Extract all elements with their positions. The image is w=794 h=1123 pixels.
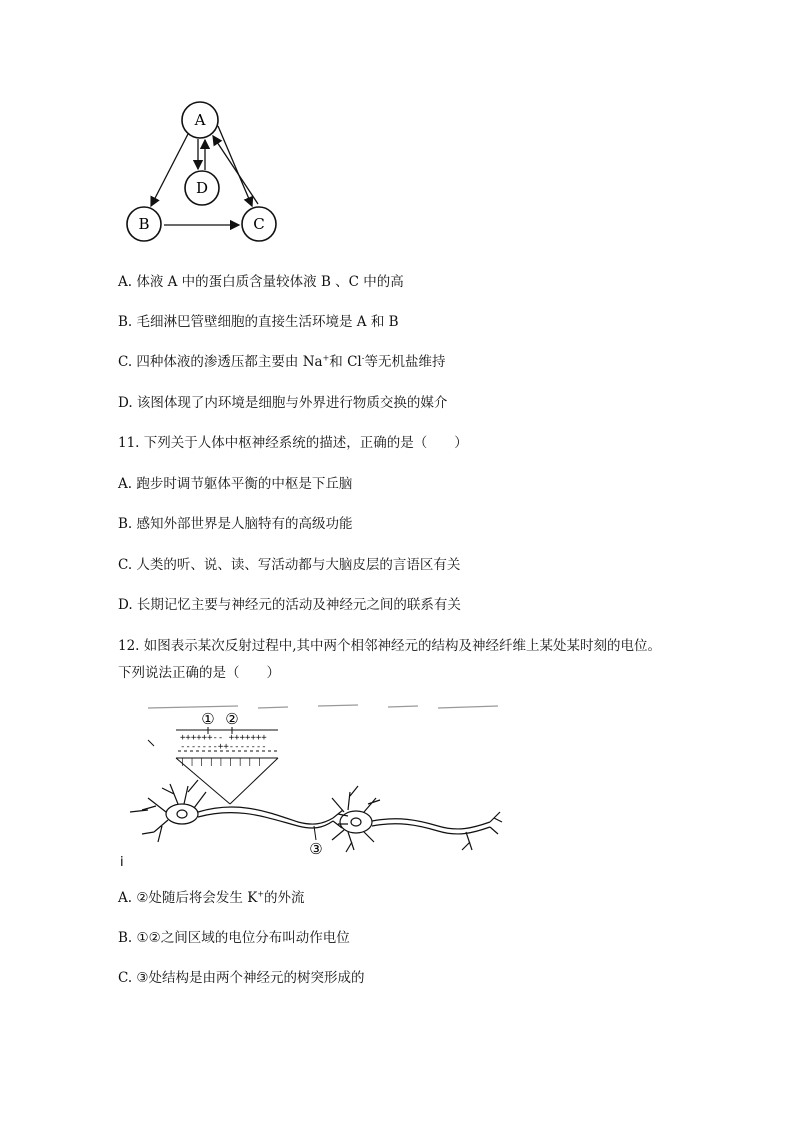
q11-option-c: C. 人类的听、说、读、写活动都与大脑皮层的言语区有关 xyxy=(118,557,461,573)
neuron-2 xyxy=(332,786,502,852)
node-d-label: D xyxy=(195,179,209,197)
svg-text:| | | | | | | | |: | | | | | | | | | xyxy=(180,757,262,766)
neuron-1-soma xyxy=(166,804,198,824)
q10-option-d: D. 该图体现了内环境是细胞与外界进行物质交换的媒介 xyxy=(118,395,448,411)
label-2: ② xyxy=(225,710,239,728)
body-fluid-diagram xyxy=(118,96,288,246)
q10-option-c-sup1: + xyxy=(322,353,330,363)
q11-stem: 11. 下列关于人体中枢神经系统的描述，正确的是（ ） xyxy=(118,435,468,451)
figure-corner-mark: i xyxy=(120,855,124,870)
neuron-1-nucleus xyxy=(177,810,187,818)
q10-option-c-mid: 和 Cl xyxy=(329,354,362,370)
q12-stem-line1: 12. 如图表示某次反射过程中,其中两个相邻神经元的结构及神经纤维上某处某时刻的电位。 xyxy=(118,638,662,654)
q12-option-a xyxy=(118,888,305,908)
arrow-a-to-b xyxy=(151,134,188,206)
svg-text:++++++-- +++++++: ++++++-- +++++++ xyxy=(180,733,267,743)
label-1: ① xyxy=(201,710,215,728)
q10-option-c-pre: C. 四种体液的渗透压都主要由 Na xyxy=(118,354,323,370)
arrow-c-to-a xyxy=(213,136,258,204)
q12-option-c: C. ③处结构是由两个神经元的树突形成的 xyxy=(118,970,365,986)
node-a-label: A xyxy=(194,111,206,129)
neuron-2-soma xyxy=(340,811,372,833)
scan-noise xyxy=(148,705,498,708)
q11-option-b: B. 感知外部世界是人脑特有的高级功能 xyxy=(118,516,353,532)
neuron-diagram xyxy=(118,700,503,870)
label-3: ③ xyxy=(309,840,323,858)
q12-stem-line2: 下列说法正确的是（ ） xyxy=(118,665,280,681)
neuron-2-nucleus xyxy=(351,818,361,826)
q10-option-c-post: 等无机盐维持 xyxy=(364,354,446,370)
arrow-a-to-c xyxy=(218,126,252,206)
q12-option-a-post: 的外流 xyxy=(264,890,305,906)
q11-option-d: D. 长期记忆主要与神经元的活动及神经元之间的联系有关 xyxy=(118,597,461,613)
q12-option-a-sup: + xyxy=(257,889,265,899)
q12-option-b: B. ①②之间区域的电位分布叫动作电位 xyxy=(118,930,350,946)
node-c-label: C xyxy=(253,215,265,233)
svg-text:-------++-------: -------++------- xyxy=(180,742,267,752)
membrane-potential-inset xyxy=(148,727,278,804)
q11-option-a: A. 跑步时调节躯体平衡的中枢是下丘脑 xyxy=(118,476,353,492)
q10-option-c-sup2: - xyxy=(361,353,365,363)
q10-option-c xyxy=(118,352,445,372)
q12-option-a-pre: A. ②处随后将会发生 K xyxy=(118,890,258,906)
q10-option-b: B. 毛细淋巴管壁细胞的直接生活环境是 A 和 B xyxy=(118,314,399,330)
q10-option-a: A. 体液 A 中的蛋白质含量较体液 B 、C 中的高 xyxy=(118,274,404,290)
node-b-label: B xyxy=(138,215,150,233)
